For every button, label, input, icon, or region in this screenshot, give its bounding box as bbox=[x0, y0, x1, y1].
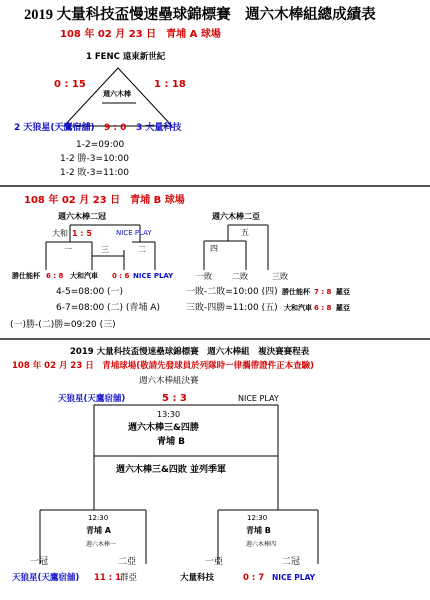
s3-rb-field: 青埔 B bbox=[246, 526, 271, 535]
s2-g1-score: 1 : 5 bbox=[72, 229, 92, 238]
s3-lb-sub: 週六木棒一 bbox=[86, 541, 117, 548]
s2-r1-team: 勝仕能杯 bbox=[282, 288, 310, 296]
s2-g1-team-b: 大和汽車 bbox=[70, 272, 98, 280]
s2-r1-team2: 羅亞 bbox=[336, 288, 350, 296]
s2-sched-right-2: 三敗-四勝=11:00 (五) bbox=[186, 303, 278, 313]
s2-date: 108 年 02 月 23 日 青埔 B 球場 bbox=[24, 195, 185, 206]
s2-g2-p1: 一敗 bbox=[196, 272, 212, 281]
s3-time: 13:30 bbox=[157, 410, 181, 419]
s3-lb-field: 青埔 A bbox=[86, 526, 111, 535]
s3-rb-time: 12:30 bbox=[247, 514, 268, 522]
s1-schedule-3: 1-2 敗-3=11:00 bbox=[60, 168, 130, 178]
s3-r-runner: 一亞 bbox=[205, 557, 224, 567]
s2-r2-score: 6 : 8 bbox=[314, 304, 332, 312]
s3-l-champ: 一冠 bbox=[30, 557, 49, 567]
s3-bl-score: 11 : 1 bbox=[94, 573, 122, 583]
s3-br-team: 大量科技 bbox=[180, 573, 215, 583]
s3-l-runner: 二亞 bbox=[118, 557, 137, 567]
s3-mid: 週六木棒三&四敗 並列季軍 bbox=[116, 465, 226, 475]
s2-g2-p3: 三敗 bbox=[272, 272, 288, 281]
s3-lb-time: 12:30 bbox=[88, 514, 109, 522]
s1-date: 108 年 02 月 23 日 青埔 A 球場 bbox=[60, 29, 221, 40]
s2-g1-nice-label: NICE PLAY bbox=[116, 229, 152, 237]
page-title: 2019 大量科技盃慢速壘球錦標賽 週六木棒組總成績表 bbox=[24, 7, 376, 23]
s2-g2-left-box: 四 bbox=[210, 244, 218, 253]
s3-left-team: 天狼星(天鷹宿舖) bbox=[58, 394, 126, 404]
s2-g1-score-a: 6 : 8 bbox=[46, 272, 64, 280]
s2-r2-team2: 羅亞 bbox=[336, 304, 350, 312]
s2-r2-team: 大和汽車 bbox=[284, 304, 312, 312]
s1-center-label: 週六木棒 bbox=[103, 90, 131, 98]
s3-br-score: 0 : 7 bbox=[243, 573, 265, 583]
s3-date-line: 108 年 02 月 23 日 青埔球場(敬請先發球員於列隊時一律攜帶證件正本查驗) bbox=[12, 361, 314, 371]
s1-left-team: 2 天狼星(天鷹宿舖) bbox=[14, 123, 95, 133]
s2-r1-score: 7 : 8 bbox=[314, 288, 332, 296]
s1-right-score: 1 : 18 bbox=[154, 79, 186, 90]
s2-g1-top-left: 大和 bbox=[52, 229, 68, 238]
s3-score: 5 : 3 bbox=[162, 393, 187, 404]
s3-bl-team: 天狼星(天鷹宿舖) bbox=[12, 573, 80, 583]
s1-right-team: 3 大量科技 bbox=[136, 123, 182, 133]
s2-g1-left-box: 一 bbox=[64, 245, 72, 254]
s3-sub: 週六木棒組決賽 bbox=[139, 376, 199, 386]
s2-g1-team-c: NICE PLAY bbox=[133, 272, 174, 280]
s3-field: 青埔 B bbox=[157, 437, 185, 447]
divider-2 bbox=[0, 338, 430, 340]
divider-1 bbox=[0, 185, 430, 187]
s1-schedule-2: 1-2 勝-3=10:00 bbox=[60, 154, 130, 164]
s3-rb-sub: 週六木棒四 bbox=[246, 541, 277, 548]
s1-schedule-1: 1-2=09:00 bbox=[76, 140, 125, 150]
s2-g2-top-box: 五 bbox=[241, 228, 249, 237]
s2-g1-team-a: 勝仕能杯 bbox=[12, 272, 40, 280]
s2-group2-label: 週六木棒二亞 bbox=[212, 212, 260, 221]
s1-left-score: 0 : 15 bbox=[54, 79, 86, 90]
s2-sched-left-2: 6-7=08:00 (二) (青埔 A) bbox=[56, 303, 160, 313]
s1-top-team: 1 FENC 遠東新世紀 bbox=[86, 52, 166, 62]
s1-bottom-score: 9 : 0 bbox=[104, 123, 127, 133]
s3-match: 週六木棒三&四勝 bbox=[128, 423, 199, 433]
s3-br-team2: NICE PLAY bbox=[272, 573, 316, 582]
s2-group1-label: 週六木棒二冠 bbox=[58, 212, 106, 221]
s2-g1-right-box: 二 bbox=[138, 245, 146, 254]
s2-sched-left-1: 4-5=08:00 (一) bbox=[56, 287, 124, 297]
s3-right-team: NICE PLAY bbox=[238, 394, 279, 403]
s2-g2-p2: 二敗 bbox=[232, 272, 248, 281]
s3-r-champ: 二冠 bbox=[282, 557, 301, 567]
s3-bl-team2: 群亞 bbox=[120, 573, 138, 583]
s3-title: 2019 大量科技盃慢速壘球錦標賽 週六木棒組 複決賽賽程表 bbox=[70, 347, 310, 357]
s2-sched-left-3: (一)勝-(二)勝=09:20 (三) bbox=[10, 320, 116, 330]
s2-g1-score-b: 0 : 6 bbox=[112, 272, 130, 280]
s2-sched-right-1: 一敗-二敗=10:00 (四) bbox=[186, 287, 278, 297]
s2-g1-mid-box: 三 bbox=[101, 245, 109, 254]
